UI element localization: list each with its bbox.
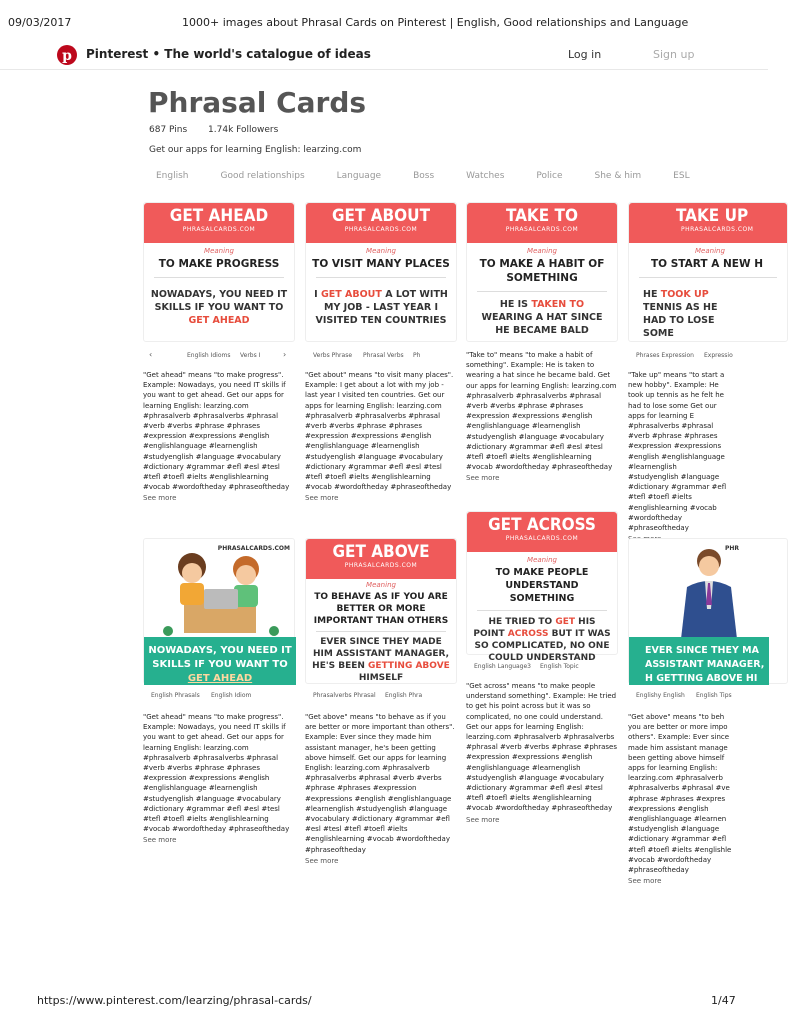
pin-image[interactable] [305, 538, 457, 684]
card-meaning: TO BEHAVE AS IF YOU ARE BETTER OR MORE IMPORTANT THAN OTHERS [313, 592, 449, 626]
page-number: 1/47 [711, 994, 736, 1007]
card-example [144, 288, 294, 327]
card-caption-banner [629, 637, 769, 685]
board-link[interactable]: English Language3 [474, 663, 531, 670]
meaning-label: Meaning [527, 247, 557, 255]
prev-arrow-icon[interactable]: ‹ [149, 350, 153, 359]
card-heading: TAKE UP [676, 206, 749, 226]
tag-boss[interactable]: Boss [413, 171, 435, 181]
board-link[interactable]: Verbs I [240, 352, 261, 359]
login-link[interactable]: Log in [568, 48, 602, 61]
print-footer [0, 994, 768, 1014]
card-heading: TAKE TO [505, 206, 578, 226]
see-more-link[interactable]: See more [466, 815, 500, 824]
pin-caption: "Take up" means "to start a new hobby". Example: He took up tennis as he felt he had to lose some Get our apps for learning E #phrasalverbs #phrasal #verb #phrase #phrases #expression #expressions #english #englishlanguage #learnenglish #studyenglish #language #dictionary #grammar #efl #tefl #toefl #ielts #englishlearning #vocab #wordoftheday #phraseoftheday [628, 371, 727, 533]
card-heading: GET ABOVE [332, 542, 430, 562]
board-link[interactable]: English Phrasals [151, 692, 200, 699]
card-example [467, 616, 617, 664]
card-heading-banner [306, 203, 456, 243]
card-heading: GET AHEAD [169, 206, 269, 226]
divider [477, 610, 607, 611]
divider [316, 631, 446, 632]
signup-link[interactable]: Sign up [653, 48, 695, 61]
board-link[interactable]: English Tips [696, 692, 732, 699]
board-links-row [143, 350, 298, 364]
example-text: BUT IT WAS SO COMPLICATED, NO ONE COULD UNDERSTAND [474, 629, 611, 663]
pinterest-logo-icon[interactable] [57, 45, 77, 65]
example-text: I [314, 289, 321, 300]
see-more-link[interactable]: See more [305, 494, 339, 503]
card-heading-banner [306, 539, 456, 579]
example-text: EVER SINCE THEY MADE HIM ASSISTANT MANAGER, HE'S BEEN [312, 637, 449, 671]
board-links-row [628, 350, 768, 364]
board-link[interactable]: Phrases Expression [636, 352, 694, 359]
tag-language[interactable]: Language [336, 171, 382, 181]
card-heading-banner [629, 203, 787, 243]
see-more-link[interactable]: See more [628, 877, 662, 886]
divider [154, 277, 284, 278]
example-highlight: GET ABOUT [320, 289, 382, 300]
board-link[interactable]: Expressio [704, 352, 733, 359]
card-heading: GET ABOUT [331, 206, 431, 226]
card-site: PHRASALCARDS.COM [505, 226, 579, 233]
pin-caption: "Get about" means "to visit many places". Example: I get about a lot with my job - last year I visited ten countries. Get our apps for learning English: learzing.com #phrasalverb #phrasalverbs #phrasal #verb #verbs #phrase #phrases #expression #expressions #english #englishlanguage #learnenglish #studyenglish #language #vocabulary #dictionary #grammar #efl #esl #tesl #tefl #toefl #ielts #englishlearning #vocab #wordoftheday #phraseoftheday [305, 371, 454, 492]
example-highlight: TOOK UP [660, 289, 709, 300]
example-text: TENNIS AS HE HAD TO LOSE SOME [643, 302, 718, 339]
pin-caption: "Get above" means "to beh you are better or more impo others". Example: Ever since made him assistant manage been getting above himself apps for learning English: learzing.com #phrasalverb #phrasalverbs #phrasal #ve #phrase #phrases #expres #expressions #english #englishlanguage #learnen #studyenglish #language #dictionary #grammar #efl #tefl #toefl #ielts #englishle #vocab #wordoftheday #phraseoftheday [628, 713, 732, 875]
example-highlight: GET [555, 617, 576, 627]
board-links-row [305, 690, 460, 704]
divider [477, 291, 607, 292]
card-meaning: TO MAKE A HABIT OF SOMETHING [479, 258, 605, 284]
card-example [629, 288, 747, 340]
card-heading-banner [467, 203, 617, 243]
card-example [306, 288, 456, 327]
see-more-link[interactable]: See more [466, 474, 500, 483]
card-heading-banner [467, 512, 617, 552]
board-link[interactable]: Phrasal Verbs [363, 352, 404, 359]
card-site: PHR [725, 545, 740, 552]
example-text: HE [643, 289, 661, 300]
pin-image[interactable] [466, 202, 618, 342]
pin-caption: "Get ahead" means "to make progress". Example: Nowadays, you need IT skills if you want to get ahead. Get our apps for learning English: learzing.com #phrasalverb #phrasalverbs #phrasal #verb #verbs #phrase #phrases #expression #expressions #english #englishlanguage #learnenglish #studyenglish #language #vocabulary #dictionary #grammar #efl #esl #tesl #tefl #toefl #ielts #englishlearning #vocab #wordoftheday #phraseoftheday [143, 713, 290, 834]
pin-card[interactable] [466, 511, 621, 824]
pin-caption: "Get across" means "to make people understand something". Example: He tried to get his point across but it was so complicated, no one could understand. Get our apps for learning English: learzing.com #phrasalverb #phrasalverbs #phrasal #verb #verbs #phrase #phrases #expression #expressions #english #englishlanguage #learnenglish #studyenglish #language #vocabulary #dictionary #grammar #efl #esl #tesl #tefl #toefl #ielts #englishlearning #vocab #wordoftheday #phraseoftheday [466, 682, 617, 813]
tag-english[interactable]: English [156, 171, 189, 181]
board-link[interactable]: Englishy English [636, 692, 685, 699]
banner-text: NOWADAYS, YOU NEED IT SKILLS IF YOU WANT TO [148, 645, 292, 670]
pin-image[interactable] [143, 202, 295, 342]
see-more-link[interactable]: See more [143, 836, 177, 845]
pin-caption: "Get above" means "to behave as if you are better or more important than others". Example: Ever since they made him assistant manager, he's been getting above himself. Get our apps for learning English: learzing.com #phrasalverb #phrasalverbs #phrasal #verb #verbs #phrase #phrases #expression #expressions #english #englishlanguage #learnenglish #studyenglish #language #vocabulary #dictionary #grammar #efl #esl #tesl #tefl #toefl #ielts #englishlearning #vocab #wordoftheday #phraseoftheday [305, 713, 455, 854]
board-link[interactable]: English Topic [540, 663, 579, 670]
banner-highlight: GET AHEAD [187, 673, 253, 684]
example-text: NOWADAYS, YOU NEED IT SKILLS IF YOU WANT TO [150, 289, 288, 313]
board-link[interactable]: Phrasalverbs Phrasal [313, 692, 376, 699]
meaning-label: Meaning [204, 247, 234, 255]
board-link[interactable]: English Idiom [211, 692, 252, 699]
board-link[interactable]: English Idioms [187, 352, 231, 359]
card-caption-banner [144, 637, 296, 685]
divider [316, 277, 446, 278]
card-site: PHRASALCARDS.COM [182, 226, 256, 233]
pin-image[interactable] [628, 202, 788, 342]
card-meaning: TO START A NEW H [651, 258, 763, 270]
example-highlight: GETTING ABOVE [368, 661, 450, 671]
pins-count[interactable]: 687 Pins [149, 125, 188, 135]
meaning-label: Meaning [366, 581, 396, 589]
pin-image[interactable] [466, 511, 618, 663]
pin-card[interactable] [305, 538, 460, 865]
example-highlight: TAKEN TO [531, 299, 585, 310]
tag-she-him[interactable]: She & him [594, 171, 642, 181]
card-site: PHRASALCARDS.COM [681, 226, 754, 233]
tag-good-relationships[interactable]: Good relationships [220, 171, 305, 181]
pin-image[interactable] [628, 538, 788, 684]
pin-card[interactable] [305, 202, 460, 502]
tag-esl[interactable]: ESL [673, 171, 690, 181]
topic-tags [148, 171, 714, 181]
pin-caption: "Get ahead" means "to make progress". Example: Nowadays, you need IT skills if you want to get ahead. Get our apps for learning English: learzing.com #phrasalverb #phrasalverbs #phrasal #verb #verbs #phrase #phrases #expression #expressions #english #englishlanguage #learnenglish #studyenglish #language #vocabulary #dictionary #grammar #efl #esl #tesl #tefl #toefl #ielts #englishlearning #vocab #wordoftheday #phraseoftheday [143, 371, 290, 492]
example-text: HIMSELF [358, 673, 404, 683]
card-site: PHRASALCARDS.COM [344, 562, 418, 569]
board-links-row [628, 690, 768, 704]
board-description: Get our apps for learning English: learzing.com [149, 145, 362, 155]
tag-police[interactable]: Police [536, 171, 563, 181]
next-arrow-icon[interactable]: › [283, 350, 287, 359]
print-header [0, 14, 768, 34]
board-title: Phrasal Cards [148, 86, 367, 119]
card-meaning: TO MAKE PROGRESS [158, 258, 280, 270]
businessman-illustration [629, 539, 769, 639]
example-text: WEARING A HAT SINCE HE BECAME BALD [481, 312, 603, 336]
top-bar [0, 40, 768, 70]
card-site: PHRASALCARDS.COM [344, 226, 418, 233]
board-link[interactable]: Ph [413, 352, 421, 359]
board-link[interactable]: Verbs Phrase [313, 352, 353, 359]
example-text: HE IS [499, 299, 532, 310]
pin-card[interactable] [628, 202, 768, 543]
divider [0, 69, 768, 70]
card-example [306, 636, 456, 684]
followers-count[interactable]: 1.74k Followers [208, 125, 279, 135]
card-site: PHRASALCARDS.COM [505, 535, 579, 542]
card-example [467, 298, 617, 337]
see-more-link[interactable]: See more [143, 494, 177, 503]
svg-text:p: p [62, 48, 72, 64]
board-links-row [466, 661, 621, 675]
example-text: A LOT WITH MY JOB - LAST YEAR I VISITED TEN COUNTRIES [315, 289, 448, 326]
card-heading-banner [144, 203, 294, 243]
pin-card[interactable] [628, 538, 768, 885]
pin-card[interactable] [466, 202, 621, 482]
board-stats [149, 125, 296, 135]
card-site: PHRASALCARDS.COM [217, 545, 290, 552]
page-url: https://www.pinterest.com/learzing/phrasal-cards/ [37, 994, 312, 1007]
board-links-row [305, 350, 460, 364]
tag-watches[interactable]: Watches [466, 171, 505, 181]
see-more-link[interactable]: See more [305, 856, 339, 865]
meaning-label: Meaning [366, 247, 396, 255]
banner-text: EVER SINCE THEY MA ASSISTANT MANAGER, H GETTING ABOVE HI [645, 645, 765, 684]
pin-image[interactable] [305, 202, 457, 342]
pin-card[interactable] [143, 202, 298, 502]
card-meaning: TO VISIT MANY PLACES [312, 258, 450, 270]
print-page-title: 1000+ images about Phrasal Cards on Pinterest | English, Good relationships and Language [182, 16, 689, 29]
kids-laptop-illustration [144, 539, 296, 639]
example-highlight: ACROSS [507, 629, 549, 639]
pin-image[interactable] [143, 538, 295, 684]
card-meaning: TO MAKE PEOPLE UNDERSTAND SOMETHING [495, 567, 589, 604]
divider [639, 277, 777, 278]
pin-caption: "Take to" means "to make a habit of something". Example: He is taken to wearing a hat since he became bald. Get our apps for learning English: learzing.com #phrasalverb #phrasalverbs #phrasal #verb #verbs #phrase #phrases #expression #expressions #english #englishlanguage #learnenglish #studyenglish #language #vocabulary #dictionary #grammar #efl #esl #tesl #tefl #toefl #ielts #englishlearning #vocab #wordoftheday #phraseoftheday [466, 351, 617, 472]
example-highlight: GET AHEAD [188, 315, 250, 326]
print-date: 09/03/2017 [8, 16, 72, 29]
brand-tagline[interactable]: Pinterest • The world's catalogue of ideas [86, 47, 371, 61]
pin-card[interactable] [143, 538, 298, 844]
meaning-label: Meaning [527, 556, 557, 564]
board-link[interactable]: English Phra [385, 692, 423, 699]
example-text: HIS POINT [473, 617, 596, 639]
example-text: HE TRIED TO [488, 617, 556, 627]
meaning-label: Meaning [695, 247, 725, 255]
board-links-row [143, 690, 298, 704]
card-heading: GET ACROSS [488, 515, 596, 535]
